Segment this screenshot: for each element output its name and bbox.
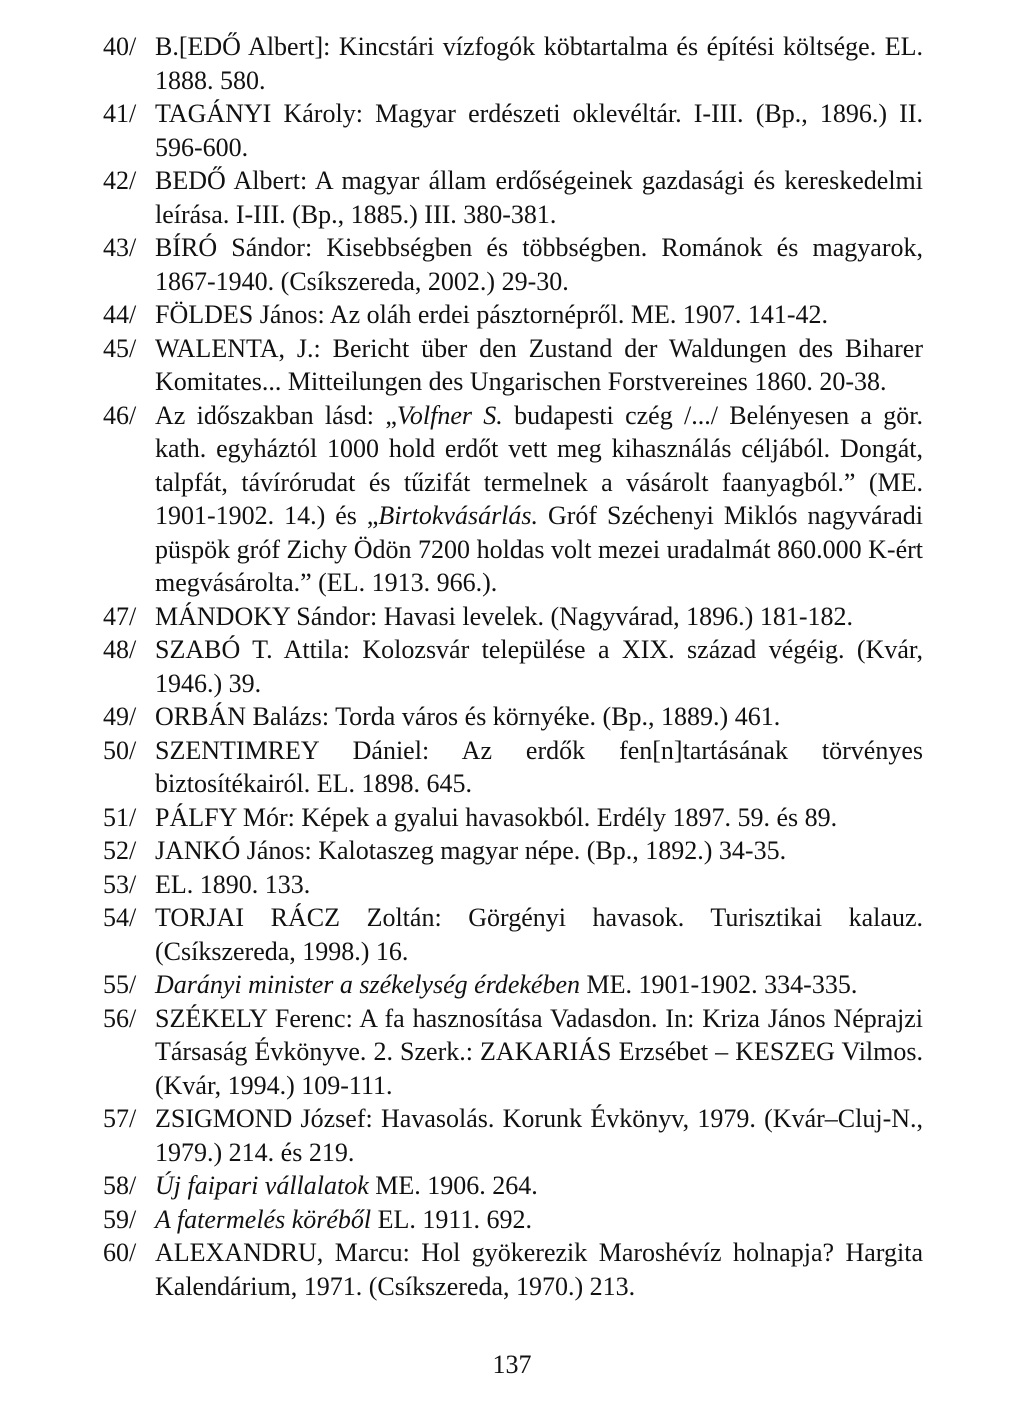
footnote-text-segment: TAGÁNYI Károly: Magyar erdészeti oklevéltár. I-III. (Bp., 1896.) II. 596-600. bbox=[155, 99, 923, 162]
footnote-item bbox=[103, 834, 923, 868]
footnote-list bbox=[103, 30, 923, 1303]
footnote-text-segment: MÁNDOKY Sándor: Havasi levelek. (Nagyvárad, 1896.) 181-182. bbox=[155, 601, 853, 631]
footnote-text bbox=[155, 633, 923, 700]
footnote-text bbox=[155, 97, 923, 164]
footnote-italic-title: A fatermelés köréből bbox=[155, 1204, 372, 1234]
footnote-number: 57/ bbox=[103, 1104, 137, 1133]
footnote-item bbox=[103, 633, 923, 700]
footnote-item bbox=[103, 332, 923, 399]
footnote-item bbox=[103, 1002, 923, 1103]
footnote-number: 47/ bbox=[103, 601, 137, 631]
footnote-text bbox=[155, 231, 923, 298]
footnote-text-segment: TORJAI RÁCZ Zoltán: Görgényi havasok. Turisztikai kalauz. (Csíkszereda, 1998.) 16. bbox=[155, 903, 923, 966]
footnote-text-segment: B.[EDŐ Albert]: Kincstári vízfogók köbtartalma és építési költsége. EL. 1888. 580. bbox=[155, 32, 923, 95]
footnote-number: 41/ bbox=[103, 99, 137, 128]
footnote-text-segment: JANKÓ János: Kalotaszeg magyar népe. (Bp., 1892.) 34-35. bbox=[155, 836, 787, 865]
footnote-text bbox=[155, 30, 923, 97]
footnote-number: 59/ bbox=[103, 1204, 137, 1234]
footnote-number: 56/ bbox=[103, 1003, 137, 1033]
footnote-item bbox=[103, 801, 923, 835]
footnote-item bbox=[103, 600, 923, 634]
footnote-text-segment: FÖLDES János: Az oláh erdei pásztornépről. ME. 1907. 141-42. bbox=[155, 300, 829, 329]
footnote-number: 49/ bbox=[103, 702, 137, 731]
footnote-number: 53/ bbox=[103, 869, 137, 899]
footnote-text bbox=[155, 834, 923, 868]
footnote-text bbox=[155, 298, 923, 332]
footnote-item bbox=[103, 97, 923, 164]
footnote-item bbox=[103, 734, 923, 801]
footnote-text-segment: EL. 1911. 692. bbox=[371, 1204, 532, 1234]
footnote-item bbox=[103, 1169, 923, 1203]
footnote-text bbox=[155, 734, 923, 801]
footnote-text-segment: PÁLFY Mór: Képek a gyalui havasokból. Erdély 1897. 59. és 89. bbox=[155, 802, 838, 832]
page-number: 137 bbox=[492, 1350, 532, 1379]
footnote-text-segment: ME. 1901-1902. 334-335. bbox=[580, 970, 858, 999]
footnote-item bbox=[103, 901, 923, 968]
footnote-text-segment: SZABÓ T. Attila: Kolozsvár települése a XIX. század végéig. (Kvár, 1946.) 39. bbox=[155, 635, 923, 698]
footnote-italic-title: Új faipari vállalatok bbox=[155, 1171, 369, 1200]
footnote-item bbox=[103, 968, 923, 1002]
footnote-text-segment: ZSIGMOND József: Havasolás. Korunk Évkönyv, 1979. (Kvár–Cluj-N., 1979.) 214. és 219. bbox=[155, 1104, 923, 1167]
footnote-item bbox=[103, 1236, 923, 1303]
footnote-number: 45/ bbox=[103, 333, 137, 363]
footnote-text bbox=[155, 968, 923, 1002]
footnote-text-segment: BEDŐ Albert: A magyar állam erdőségeinek gazdasági és kereskedelmi leírása. I-III. (Bp., 1885.) III. 380-381. bbox=[155, 166, 923, 229]
footnote-italic-title: Birtokvásárlás. bbox=[378, 501, 539, 530]
footnote-italic-title: Darányi minister a székelység érdekében bbox=[155, 970, 581, 999]
footnote-text-segment: EL. 1890. 133. bbox=[155, 869, 311, 899]
footnote-number: 60/ bbox=[103, 1238, 137, 1267]
footnote-text bbox=[155, 801, 923, 835]
footnote-item bbox=[103, 1102, 923, 1169]
footnote-text-segment: SZENTIMREY Dániel: Az erdők fen[n]tartásának törvényes biztosítékairól. EL. 1898. 645. bbox=[155, 735, 923, 798]
footnote-text-segment: Az időszakban lásd: „ bbox=[155, 400, 397, 430]
footnote-number: 51/ bbox=[103, 802, 137, 832]
footnote-item bbox=[103, 399, 923, 600]
footnote-text bbox=[155, 600, 923, 634]
footnote-italic-title: Volfner S. bbox=[396, 400, 503, 430]
footnote-item bbox=[103, 231, 923, 298]
footnote-text-segment: budapesti czég /.../ Belényesen a gör. kath. egyháztól 1000 hold erdőt vett meg kihasználás céljából. Dongát, talpfát, távírórudat és tűzifát termelnek a vásárolt faanyagból.” (ME. 1901-1902. 14.) és „ bbox=[155, 400, 923, 530]
footnote-text-segment: ME. 1906. 264. bbox=[368, 1171, 538, 1200]
footnote-number: 54/ bbox=[103, 903, 137, 932]
footnote-text bbox=[155, 1002, 923, 1103]
footnote-item bbox=[103, 298, 923, 332]
footnote-number: 58/ bbox=[103, 1171, 137, 1200]
footnote-text-segment: ORBÁN Balázs: Torda város és környéke. (Bp., 1889.) 461. bbox=[155, 702, 781, 731]
footnote-text-segment: BÍRÓ Sándor: Kisebbségben és többségben. Románok és magyarok, 1867-1940. (Csíkszereda, 2002.) 29-30. bbox=[155, 233, 923, 296]
footnote-number: 48/ bbox=[103, 635, 137, 664]
footnote-item bbox=[103, 1203, 923, 1237]
footnote-text bbox=[155, 901, 923, 968]
footnote-text bbox=[155, 164, 923, 231]
footnote-text bbox=[155, 332, 923, 399]
footnote-number: 42/ bbox=[103, 166, 137, 195]
footnote-number: 40/ bbox=[103, 32, 137, 61]
footnote-text-segment: Gróf Széchenyi Miklós nagyváradi püspök gróf Zichy Ödön 7200 holdas volt mezei uradalmát 860.000 K-ért megvásárolta.” (EL. 1913. 966.). bbox=[155, 501, 924, 597]
footnote-text bbox=[155, 1203, 923, 1237]
footnote-item bbox=[103, 700, 923, 734]
footnote-text-segment: WALENTA, J.: Bericht über den Zustand der Waldungen des Biharer Komitates... Mitteilungen des Ungarischen Forstvereines 1860. 20-38. bbox=[155, 333, 923, 396]
footnote-text-segment: ALEXANDRU, Marcu: Hol gyökerezik Maroshévíz holnapja? Hargita Kalendárium, 1971. (Csíkszereda, 1970.) 213. bbox=[155, 1238, 923, 1301]
footnote-number: 44/ bbox=[103, 300, 137, 329]
footnote-text bbox=[155, 868, 923, 902]
footnote-number: 52/ bbox=[103, 836, 137, 865]
footnote-text-segment: SZÉKELY Ferenc: A fa hasznosítása Vadasdon. In: Kriza János Néprajzi Társaság Évkönyve. 2. Szerk.: ZAKARIÁS Erzsébet – KESZEG Vilmos. (Kvár, 1994.) 109-111. bbox=[155, 1003, 923, 1100]
footnote-item bbox=[103, 164, 923, 231]
footnote-item bbox=[103, 30, 923, 97]
footnote-text bbox=[155, 1236, 923, 1303]
footnote-number: 43/ bbox=[103, 233, 137, 262]
footnote-text bbox=[155, 1169, 923, 1203]
footnote-text bbox=[155, 1102, 923, 1169]
footnote-text bbox=[155, 700, 923, 734]
footnote-item bbox=[103, 868, 923, 902]
footnote-number: 50/ bbox=[103, 735, 137, 765]
footnote-text bbox=[155, 399, 923, 600]
footnote-number: 55/ bbox=[103, 970, 137, 999]
footnote-number: 46/ bbox=[103, 400, 137, 430]
